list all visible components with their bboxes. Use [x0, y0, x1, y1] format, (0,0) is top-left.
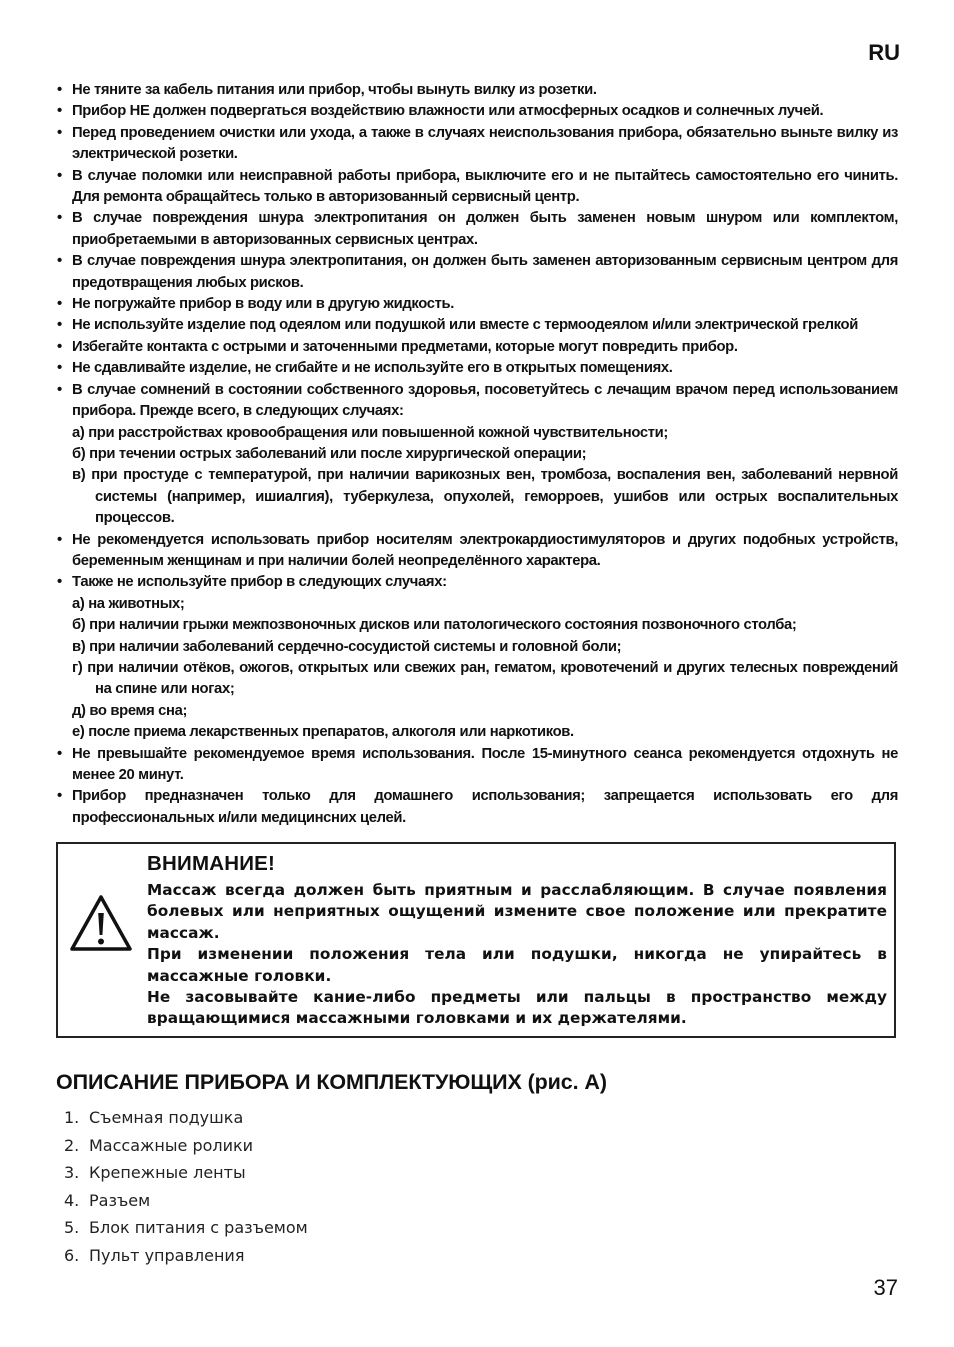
part-item: [64, 1214, 308, 1242]
sub-item: б) при течении острых заболеваний или после хирургической операции;: [72, 445, 587, 462]
safety-instructions-list: [56, 80, 898, 829]
sub-item: а) при расстройствах кровообращения или повышенной кожной чувствительности;: [72, 424, 668, 441]
sub-item: в) при наличии заболеваний сердечно-сосудистой системы и головной боли;: [72, 638, 622, 655]
safety-item: • Не погружайте прибор в воду или в другую жидкость.: [56, 294, 898, 315]
safety-item: • Прибор предназначен только для домашнего использования; запрещается использовать его для профессиональных и/или медицинсних целей.: [56, 786, 898, 829]
safety-item: • Избегайте контакта с острыми и заточенными предметами, которые могут повредить прибор.: [56, 337, 898, 358]
warning-paragraph: При изменении положения тела или подушки, никогда не упирайтесь в массажные головки.: [147, 945, 887, 985]
part-label: Разъем: [89, 1190, 151, 1210]
sub-item: б) при наличии грыжи межпозвоночных дисков или патологического состояния позвоночного столба;: [72, 617, 797, 634]
part-label: Съемная подушка: [89, 1108, 244, 1127]
part-item: [64, 1159, 308, 1187]
part-item: [64, 1132, 308, 1160]
safety-item: • Не превышайте рекомендуемое время использования. После 15-минутного сеанса рекомендуется отдохнуть не менее 20 минут.: [56, 744, 898, 787]
sub-item: д) во время сна;: [72, 702, 188, 719]
safety-item: • Не рекомендуется использовать прибор носителям электрокардиостимуляторов и других подобных устройств, беременным женщинам и при наличии болей неопределённого характера.: [56, 530, 898, 573]
page-number: 37: [873, 1275, 898, 1300]
safety-item: • Не сдавливайте изделие, не сгибайте и не используйте его в открытых помещениях.: [56, 358, 898, 379]
warning-paragraph: Массаж всегда должен быть приятным и расслабляющим. В случае появления болевых или неприятных ощущений измените свое положение или прекратите массаж.: [147, 881, 887, 942]
part-label: Блок питания с разъемом: [89, 1218, 308, 1237]
sub-item: а) на животных;: [72, 595, 185, 612]
part-number: 1.: [64, 1108, 80, 1127]
part-label: Крепежные ленты: [89, 1163, 246, 1182]
safety-item: • Также не используйте прибор в следующих случаях:: [56, 572, 898, 593]
safety-item: • Не тяните за кабель питания или прибор, чтобы вынуть вилку из розетки.: [56, 80, 898, 101]
section-title: ОПИСАНИЕ ПРИБОРА И КОМПЛЕКТУЮЩИХ (рис. А): [56, 1070, 607, 1094]
safety-item: • В случае поломки или неисправной работы прибора, выключите его и не пытайтесь самостоятельно его чинить. Для ремонта обращайтесь только в авторизованный сервисный центр.: [56, 166, 898, 209]
part-number: 3.: [64, 1163, 80, 1182]
safety-item: • Прибор НЕ должен подвергаться воздействию влажности или атмосферных осадков и солнечных лучей.: [56, 101, 898, 122]
language-code: RU: [868, 40, 900, 65]
warning-paragraph: Не засовывайте кание-либо предметы или пальцы в пространство между вращающимися массажными головками и их держателями.: [147, 988, 887, 1028]
warning-title: ВНИМАНИЕ!: [147, 852, 276, 875]
sub-item: г) при наличии отёков, ожогов, открытых или свежих ран, гематом, кровотечений и других телесных повреждений на спине или ногах;: [72, 659, 898, 698]
part-label: Пульт управления: [89, 1245, 245, 1265]
sub-item: е) после приема лекарственных препаратов, алкоголя или наркотиков.: [72, 724, 574, 741]
warning-box: [56, 842, 896, 1038]
part-number: 5.: [64, 1218, 80, 1237]
warning-triangle-icon: [69, 894, 133, 952]
part-number: 2.: [64, 1135, 80, 1155]
part-number: 6.: [64, 1245, 80, 1265]
part-label: Массажные ролики: [89, 1135, 254, 1155]
parts-list: [64, 1104, 308, 1269]
part-item: [64, 1104, 308, 1132]
part-item: [64, 1187, 308, 1215]
safety-item: • В случае повреждения шнура электропитания, он должен быть заменен авторизованным сервисным центром для предотвращения любых рисков.: [56, 251, 898, 294]
safety-item: • Перед проведением очистки или ухода, а также в случаях неиспользования прибора, обязательно выньте вилку из электрической розетки.: [56, 123, 898, 166]
part-number: 4.: [64, 1190, 80, 1210]
sub-item: в) при простуде с температурой, при наличии варикозных вен, тромбоза, воспаления вен, заболеваний нервной системы (например, ишиалгия), туберкулеза, опухолей, геморроев, ушибов или острых воспалительных процессов.: [72, 467, 898, 527]
safety-item: • Не используйте изделие под одеялом или подушкой или вместе с термоодеялом и/или электрической грелкой: [56, 315, 898, 336]
warning-text: [147, 880, 887, 1030]
safety-item: • В случае сомнений в состоянии собственного здоровья, посоветуйтесь с лечащим врачом перед использованием прибора. Прежде всего, в следующих случаях:: [56, 380, 898, 423]
safety-item: • В случае повреждения шнура электропитания он должен быть заменен новым шнуром или комплектом, приобретаемыми в авторизованных сервисных центрах.: [56, 208, 898, 251]
part-item: [64, 1242, 308, 1270]
